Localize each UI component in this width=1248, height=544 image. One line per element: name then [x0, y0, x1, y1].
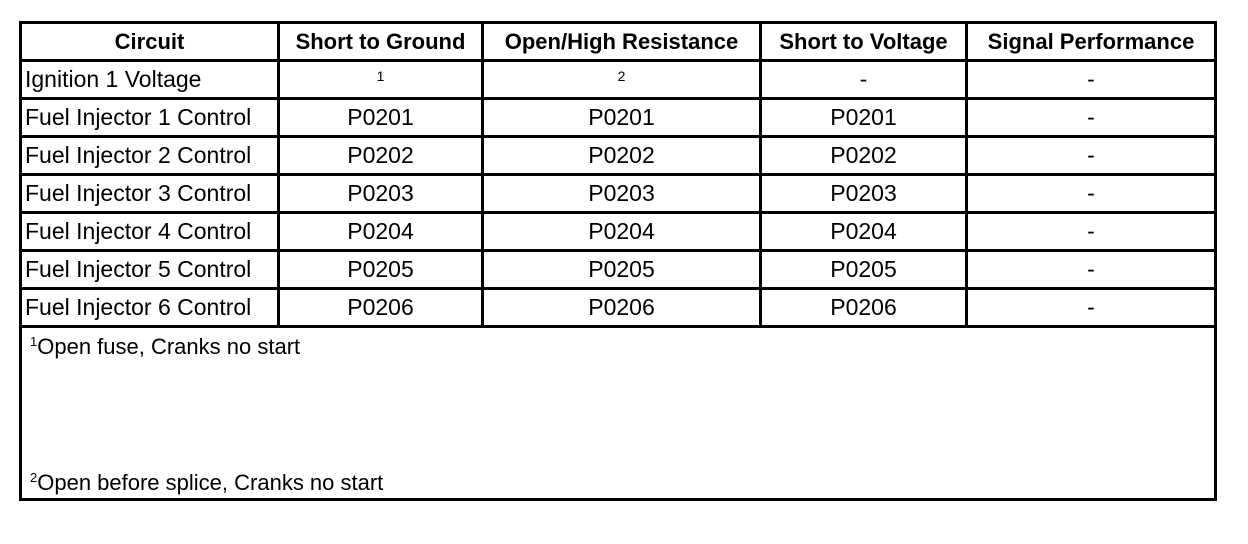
table-row	[21, 289, 1216, 327]
table-row	[21, 61, 1216, 99]
circuit-cell: Fuel Injector 4 Control	[21, 213, 279, 251]
short-to-voltage-cell: P0206	[761, 289, 967, 327]
short-to-ground-cell: P0201	[279, 99, 483, 137]
footnote-2-text: Open before splice, Cranks no start	[37, 470, 384, 495]
circuit-cell: Ignition 1 Voltage	[21, 61, 279, 99]
footnote-marker: 1	[376, 68, 385, 84]
header-circuit: Circuit	[21, 23, 279, 61]
circuit-cell: Fuel Injector 1 Control	[21, 99, 279, 137]
table-row	[21, 251, 1216, 289]
open-high-resistance-cell: P0201	[483, 99, 761, 137]
short-to-ground-cell: P0205	[279, 251, 483, 289]
short-to-ground-cell: P0202	[279, 137, 483, 175]
short-to-ground-cell: P0206	[279, 289, 483, 327]
notes-row	[21, 327, 1216, 500]
short-to-voltage-cell: P0205	[761, 251, 967, 289]
header-signal-performance: Signal Performance	[967, 23, 1216, 61]
table-row	[21, 99, 1216, 137]
header-short-to-ground: Short to Ground	[279, 23, 483, 61]
footnote-marker: 2	[617, 68, 626, 84]
dtc-table	[19, 21, 1217, 501]
open-high-resistance-cell	[483, 61, 761, 99]
circuit-cell: Fuel Injector 6 Control	[21, 289, 279, 327]
circuit-cell: Fuel Injector 2 Control	[21, 137, 279, 175]
signal-performance-cell: -	[967, 251, 1216, 289]
table-row	[21, 137, 1216, 175]
circuit-cell: Fuel Injector 5 Control	[21, 251, 279, 289]
table-row	[21, 213, 1216, 251]
header-row	[21, 23, 1216, 61]
short-to-ground-cell: P0204	[279, 213, 483, 251]
table-row	[21, 175, 1216, 213]
header-short-to-voltage: Short to Voltage	[761, 23, 967, 61]
short-to-voltage-cell: -	[761, 61, 967, 99]
open-high-resistance-cell: P0203	[483, 175, 761, 213]
open-high-resistance-cell: P0206	[483, 289, 761, 327]
footnote-2	[30, 470, 383, 496]
signal-performance-cell: -	[967, 175, 1216, 213]
short-to-voltage-cell: P0201	[761, 99, 967, 137]
footnote-2-marker: 2	[30, 470, 38, 485]
circuit-cell: Fuel Injector 3 Control	[21, 175, 279, 213]
footnote-1	[30, 334, 300, 360]
footnote-1-text: Open fuse, Cranks no start	[37, 334, 301, 359]
open-high-resistance-cell: P0202	[483, 137, 761, 175]
short-to-voltage-cell: P0204	[761, 213, 967, 251]
footnote-1-marker: 1	[30, 334, 38, 349]
open-high-resistance-cell: P0204	[483, 213, 761, 251]
short-to-ground-cell: P0203	[279, 175, 483, 213]
signal-performance-cell: -	[967, 61, 1216, 99]
signal-performance-cell: -	[967, 289, 1216, 327]
signal-performance-cell: -	[967, 99, 1216, 137]
short-to-voltage-cell: P0202	[761, 137, 967, 175]
signal-performance-cell: -	[967, 137, 1216, 175]
short-to-voltage-cell: P0203	[761, 175, 967, 213]
header-open-high-resistance: Open/High Resistance	[483, 23, 761, 61]
short-to-ground-cell	[279, 61, 483, 99]
open-high-resistance-cell: P0205	[483, 251, 761, 289]
footnotes-cell	[21, 327, 1216, 500]
signal-performance-cell: -	[967, 213, 1216, 251]
